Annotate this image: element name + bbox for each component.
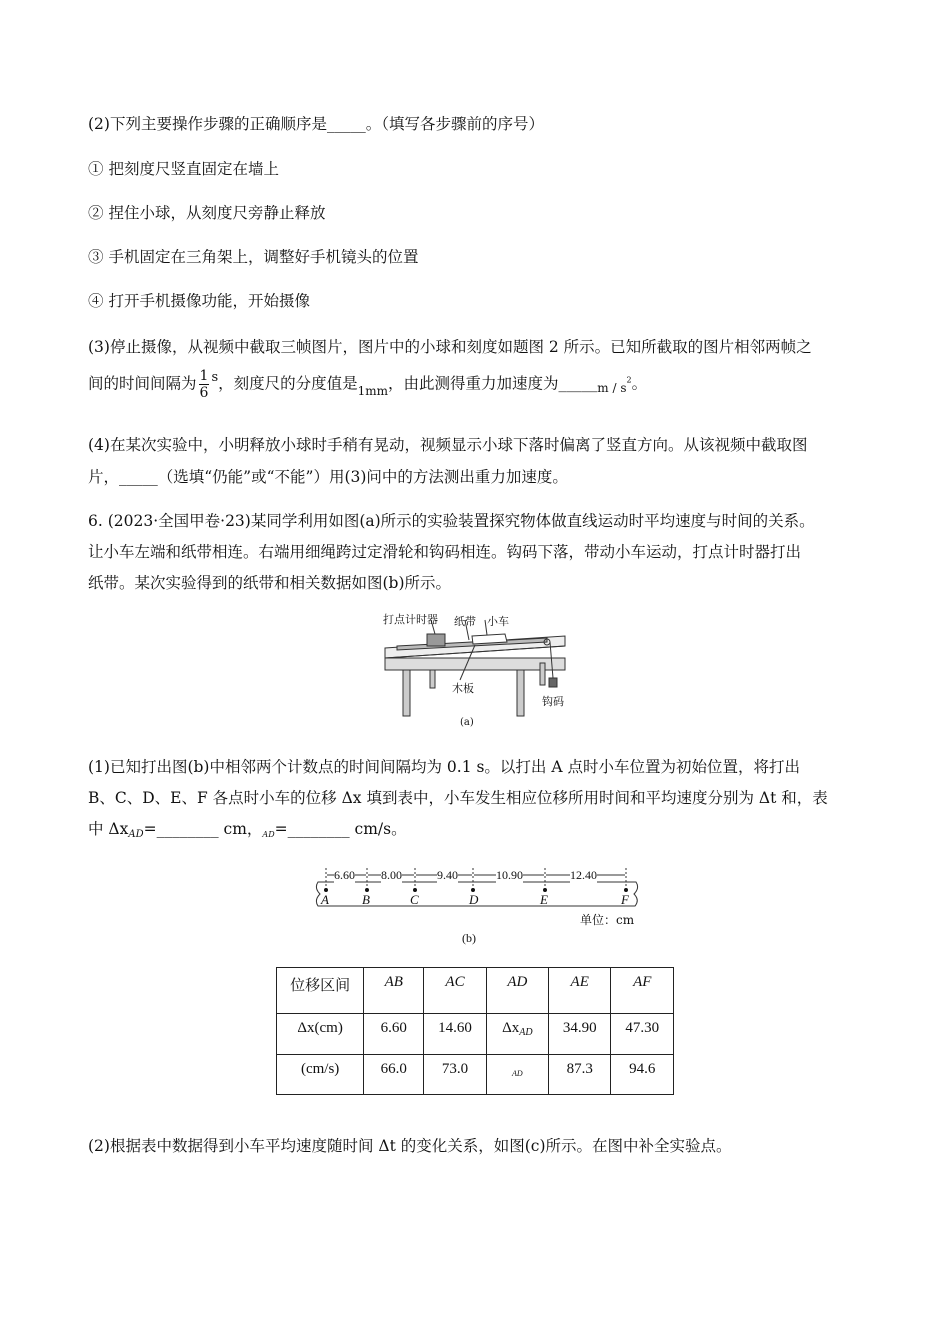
table-cell: 87.3 bbox=[548, 1055, 611, 1095]
seg-cd: 9.40 bbox=[437, 868, 458, 882]
q6-1-line2: B、C、D、E、F 各点时小车的位移 Δx 填到表中，小车发生相应位移所用时间和平均速度分别为 Δt 和，表 bbox=[88, 789, 828, 807]
q2-step-2: ② 捏住小球，从刻度尺旁静止释放 bbox=[88, 204, 326, 222]
point-f: F bbox=[621, 892, 629, 907]
q6-line3: 纸带。某次实验得到的纸带和相关数据如图(b)所示。 bbox=[88, 574, 452, 592]
q2-step-3: ③ 手机固定在三角架上，调整好手机镜头的位置 bbox=[88, 248, 419, 266]
table-cell: AC bbox=[424, 968, 487, 1014]
caption-a: (a) bbox=[460, 717, 474, 728]
point-b: B bbox=[362, 892, 370, 907]
table-cell: 6.60 bbox=[364, 1014, 424, 1055]
label-weight: 钩码 bbox=[542, 695, 564, 708]
seg-ef: 12.40 bbox=[570, 868, 597, 882]
table-cell: 47.30 bbox=[611, 1014, 674, 1055]
table-cell-dx-ad: $\Delta x_{AD}$ bbox=[486, 1014, 548, 1055]
table-cell: AD bbox=[486, 968, 548, 1014]
q2-stem: (2)下列主要操作步骤的正确顺序是_____。（填写各步骤前的序号） bbox=[88, 115, 544, 133]
label-tape: 纸带 bbox=[454, 615, 476, 628]
q6-1-line3: 中 $\Delta x_{AD}=\_\_\_\_\_\_\_\_$ cm，$_{AD}$=________ cm/s。 bbox=[88, 820, 407, 840]
seg-bc: 8.00 bbox=[381, 868, 402, 882]
point-a: A bbox=[321, 892, 329, 907]
table-cell: AF bbox=[611, 968, 674, 1014]
q2-step-1: ① 把刻度尺竖直固定在墙上 bbox=[88, 160, 279, 178]
table-cell-v-ad: AD bbox=[486, 1055, 548, 1095]
point-d: D bbox=[469, 892, 479, 907]
point-e: E bbox=[540, 892, 548, 907]
q6-line1: 6. (2023·全国甲卷·23)某同学利用如图(a)所示的实验装置探究物体做直线运动时平均速度与时间的关系。 bbox=[88, 512, 815, 530]
q4-line2: 片，_____（选填“仍能”或“不能”）用(3)问中的方法测出重力加速度。 bbox=[88, 468, 568, 486]
table-cell: 94.6 bbox=[611, 1055, 674, 1095]
table-cell: (cm/s) bbox=[277, 1055, 364, 1095]
tape-unit: 单位：cm bbox=[580, 913, 635, 927]
table-row-header bbox=[277, 968, 674, 1014]
q2-step-4: ④ 打开手机摄像功能，开始摄像 bbox=[88, 292, 310, 310]
table-cell: 66.0 bbox=[364, 1055, 424, 1095]
label-board: 木板 bbox=[452, 682, 474, 695]
seg-ab: 6.60 bbox=[334, 868, 355, 882]
q6-2-line: (2)根据表中数据得到小车平均速度随时间 Δt 的变化关系，如图(c)所示。在图中补全实验点。 bbox=[88, 1137, 732, 1155]
q4-line1: (4)在某次实验中，小明释放小球时手稍有晃动，视频显示小球下落时偏离了竖直方向。从该视频中截取图 bbox=[88, 436, 808, 454]
table-cell: AB bbox=[364, 968, 424, 1014]
caption-b: (b) bbox=[462, 931, 476, 945]
fraction-one-sixth: $\frac{1}{6}$ bbox=[199, 368, 209, 401]
table-cell: 73.0 bbox=[424, 1055, 487, 1095]
table-cell: 14.60 bbox=[424, 1014, 487, 1055]
q6-line2: 让小车左端和纸带相连。右端用细绳跨过定滑轮和钩码相连。钩码下落，带动小车运动，打点计时器打出 bbox=[88, 543, 802, 561]
label-cart: 小车 bbox=[487, 615, 509, 628]
q3-line1: (3)停止摄像，从视频中截取三帧图片，图片中的小球和刻度如题图 2 所示。已知所截取的图片相邻两帧之 bbox=[88, 338, 812, 356]
table-cell: 34.90 bbox=[548, 1014, 611, 1055]
seg-de: 10.90 bbox=[496, 868, 523, 882]
point-c: C bbox=[410, 892, 419, 907]
label-timer: 打点计时器 bbox=[383, 613, 438, 626]
table-cell: Δx(cm) bbox=[277, 1014, 364, 1055]
q3-line2: 间的时间间隔为 $\frac{1}{6}$ $^s$，刻度尺的分度值是$_{1mm}$，由此测得重力加速度为_____m / $s^2$。 bbox=[88, 368, 648, 401]
table-cell: 位移区间 bbox=[277, 968, 364, 1014]
table-row-v bbox=[277, 1055, 674, 1095]
data-table bbox=[276, 967, 674, 1095]
table-cell: AE bbox=[548, 968, 611, 1014]
q6-1-line1: (1)已知打出图(b)中相邻两个计数点的时间间隔均为 0.1 s。以打出 A 点时小车位置为初始位置，将打出 bbox=[88, 758, 800, 776]
table-row-dx bbox=[277, 1014, 674, 1055]
figure-a-apparatus bbox=[375, 608, 580, 738]
